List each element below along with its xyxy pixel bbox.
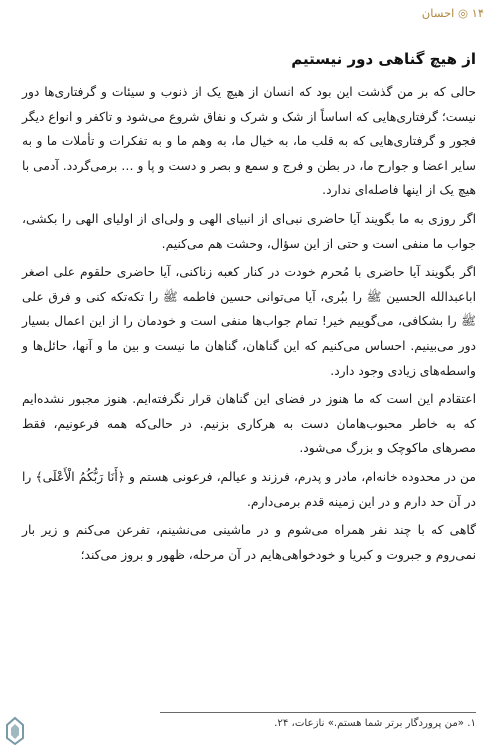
body-text xyxy=(22,80,476,571)
paragraph: اگر بگویند آیا حاضری با مُحرم خودت در کنار کعبه زناکنی، آیا حاضری حلقوم علی اصغر اباعبدالله الحسین ﷺ را ببُری، آیا می‌توانی حسین فاطمه ﷺ را تکه‌تکه کنی و فرق علی ﷺ را بشکافی، می‌گوییم خیر! تمام جواب‌ها منفی است و خودمان را از این اعمال بسیار دور می‌بینیم. احساس می‌کنیم که این گناهان، گناهان ما نیست و بین ما و آنها، حائل‌ها و واسطه‌های زیادی وجود دارد. xyxy=(22,265,476,378)
paragraph: اگر روزی به ما بگویند آیا حاضری نبی‌ای از انبیای الهی و ولی‌ای از اولیای الهی را بکشی، جواب ما منفی است و حتی از این سؤال، وحشت هم می‌کنیم. xyxy=(22,211,476,251)
paragraph: من در محدوده خانه‌ام، مادر و پدرم، فرزند و عیالم، فرعونی هستم و ﴿أَنَا رَبُّكُمُ الْأَعْلَى﴾ را در آن حد دارم و در این زمینه قدم برمی‌دارم. xyxy=(22,469,476,509)
footnote: ۱. «من پروردگار برتر شما هستم.» نازعات، ۲۴. xyxy=(274,718,476,729)
paragraph: اعتقادم این است که ما هنوز در فضای این گناهان قرار نگرفته‌ایم. هنوز مجبور نشده‌ایم که به خاطر محبوب‌هامان دست به هرکاری بزنیم. در حالی‌که همه فرعونیم، فقط مصرهای ماکوچک و بزرگ می‌شود. xyxy=(22,392,476,456)
footnote-divider xyxy=(160,712,476,713)
running-head: ۱۴ ◎ احسان xyxy=(421,6,484,20)
paragraph: حالی که بر من گذشت این بود که انسان از هیچ یک از ذنوب و سیئات و گرفتاری‌ها دور نیست؛ گرفتاری‌هایی که اساساً از شک و شرک و نفاق شروع می‌شود و تاکفر و انواع دیگر فجور و گرفتاری‌هایی که به قلب ما، به خیال ما، به وهم ما و به تفکرات و تأملات ما و به سایر اعضا و جوارح ما، در بطن و فرج و سمع و بصر و دست و پا و … برمی‌گردد. آدمی با هیچ یک از اینها فاصله‌ای ندارد. xyxy=(22,85,476,198)
section-title: از هیچ گناهی دور نیستیم xyxy=(291,50,476,68)
publisher-logo-icon xyxy=(4,716,26,746)
paragraph: گاهی که با چند نفر همراه می‌شوم و در ماشینی می‌نشینم، تفرعن می‌کنم و زیر بار نمی‌روم و جبروت و کبریا و خودخواهی‌هایم در آن مرحله، ظهور و بروز می‌کند؛ xyxy=(22,523,476,562)
